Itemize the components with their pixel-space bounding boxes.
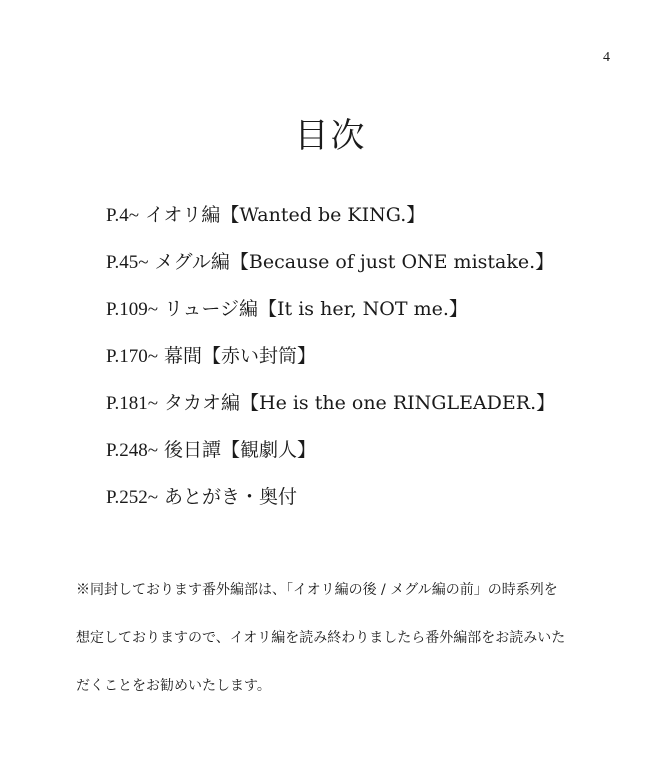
toc-item [106,200,555,247]
toc-text: タカオ編【He is the one RINGLEADER.】 [164,392,556,414]
toc-page: P.109~ [106,299,158,320]
page-number: 4 [603,50,610,65]
toc-text: あとがき・奥付 [164,486,298,508]
toc-item [106,247,555,294]
note-line: 想定しておりますので、イオリ編を読み終わりましたら番外編部をお読みいた [76,630,566,646]
toc-text: 幕間【赤い封筒】 [164,345,317,367]
reading-order-note [76,576,606,720]
toc-text: イオリ編【Wanted be KING.】 [145,204,426,226]
toc-page: P.252~ [106,487,158,508]
toc-page: P.4~ [106,205,139,226]
toc-page: P.181~ [106,393,158,414]
toc-item [106,435,555,482]
toc-item [106,388,555,435]
toc-item [106,482,555,529]
toc-item [106,341,555,388]
toc-page: P.45~ [106,252,149,273]
page-title: 目次 [294,116,367,156]
table-of-contents [106,200,555,529]
toc-item [106,294,555,341]
toc-page: P.170~ [106,346,158,367]
note-line: ※同封しております番外編部は、「イオリ編の後 / メグル編の前」の時系列を [76,582,558,598]
note-line: だくことをお勧めいたします。 [76,678,271,694]
toc-page: P.248~ [106,440,158,461]
toc-text: 後日譚【観劇人】 [164,439,317,461]
toc-text: リュージ編【It is her, NOT me.】 [164,298,468,320]
toc-text: メグル編【Because of just ONE mistake.】 [154,251,555,273]
